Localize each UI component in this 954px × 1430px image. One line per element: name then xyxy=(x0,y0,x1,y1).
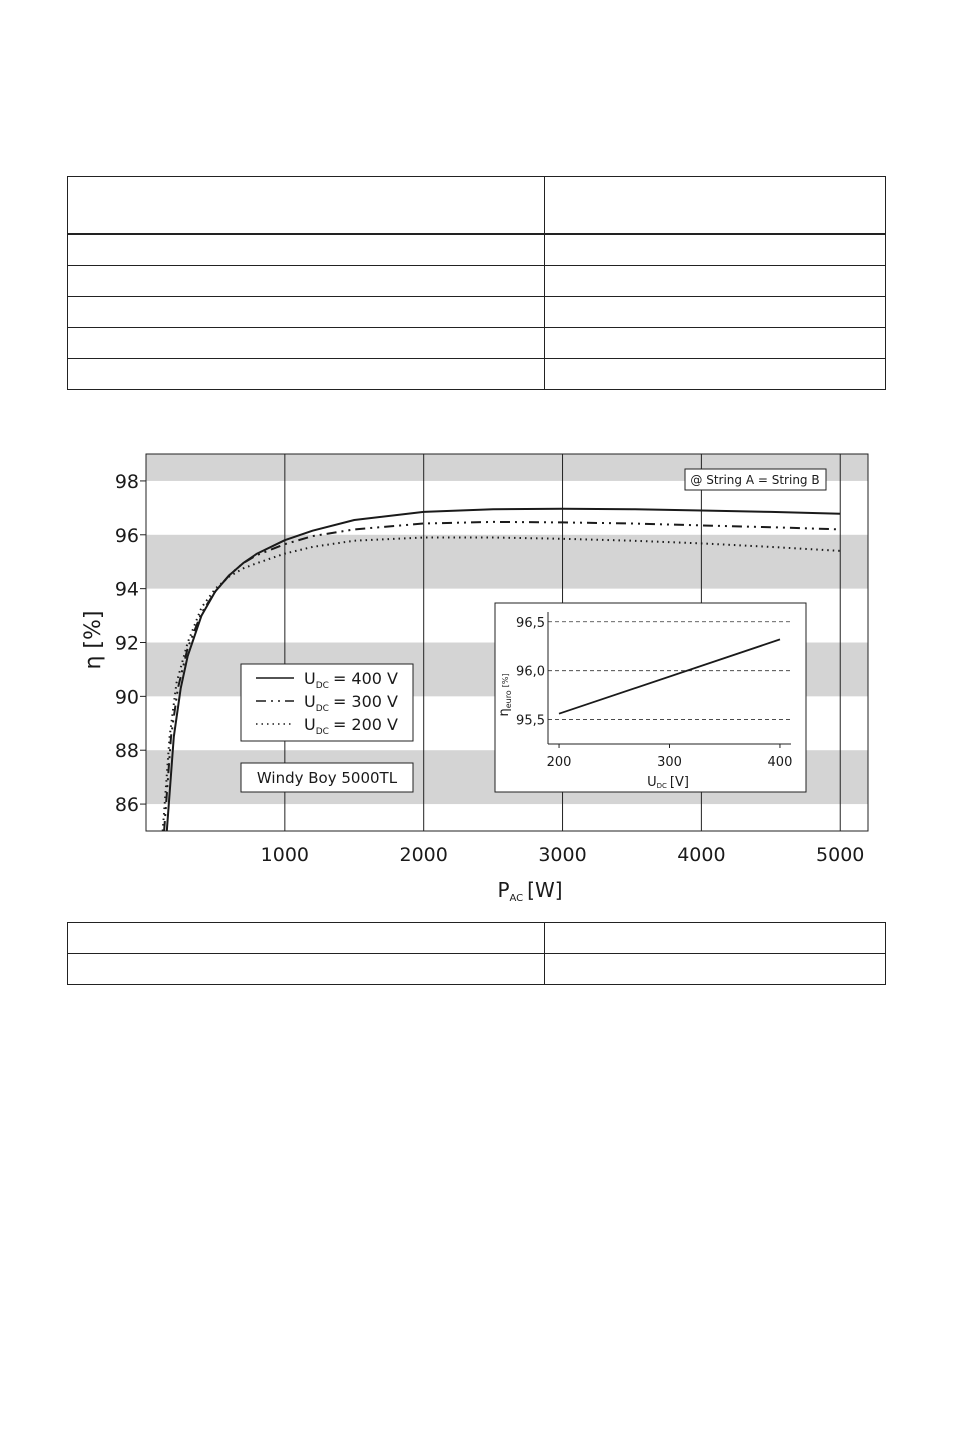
annotation-box xyxy=(685,469,826,490)
inset-chart xyxy=(495,603,806,792)
x-axis-ticks xyxy=(261,844,865,866)
inset-x-axis-label: UDC [V] xyxy=(647,775,689,790)
y-axis-ticks xyxy=(115,471,146,816)
x-axis-label: $P_{AC}$ [W] xyxy=(497,878,563,904)
annotation-text: @ String A = String B xyxy=(690,473,820,487)
legend-entry: $U_{DC} = 400$ V xyxy=(304,669,398,691)
inset-x-tick-label: 400 xyxy=(767,755,793,770)
y-tick-label: 86 xyxy=(114,794,139,817)
table-cell xyxy=(545,923,886,954)
inset-x-tick-label: 300 xyxy=(657,755,682,770)
device-label: Windy Boy 5000TL xyxy=(256,769,398,787)
table-cell xyxy=(68,923,545,954)
legend xyxy=(241,664,413,741)
x-tick-label: 3000 xyxy=(538,844,587,866)
table-cell xyxy=(68,954,545,985)
y-tick-label: 98 xyxy=(114,470,139,493)
y-tick-label: 92 xyxy=(114,632,139,655)
inset-x-tick-label: 200 xyxy=(546,755,572,770)
x-tick-label: 5000 xyxy=(816,844,865,866)
x-tick-label: 2000 xyxy=(399,844,448,866)
legend-entry: $U_{DC} = 200$ V xyxy=(304,715,398,737)
x-tick-label: 1000 xyxy=(260,844,310,866)
y-axis-label: η [%] xyxy=(81,610,106,670)
y-tick-label: 94 xyxy=(114,578,139,601)
inset-y-tick-label: 96,5 xyxy=(516,615,545,631)
inset-y-tick-label: 96,0 xyxy=(516,664,545,680)
legend-entry: $U_{DC} = 300$ V xyxy=(304,692,398,714)
y-tick-label: 90 xyxy=(114,686,139,709)
x-tick-label: 4000 xyxy=(677,844,726,866)
device-label-box xyxy=(241,763,413,792)
inset-y-axis-label: $\eta_{euro}[\%]$ xyxy=(497,673,513,717)
y-tick-label: 96 xyxy=(114,524,139,547)
specification-table-bottom xyxy=(67,922,886,985)
shaded-band xyxy=(146,535,868,589)
y-tick-label: 88 xyxy=(114,740,139,763)
inset-y-tick-label: 95,5 xyxy=(516,713,545,729)
table-cell xyxy=(545,954,886,985)
